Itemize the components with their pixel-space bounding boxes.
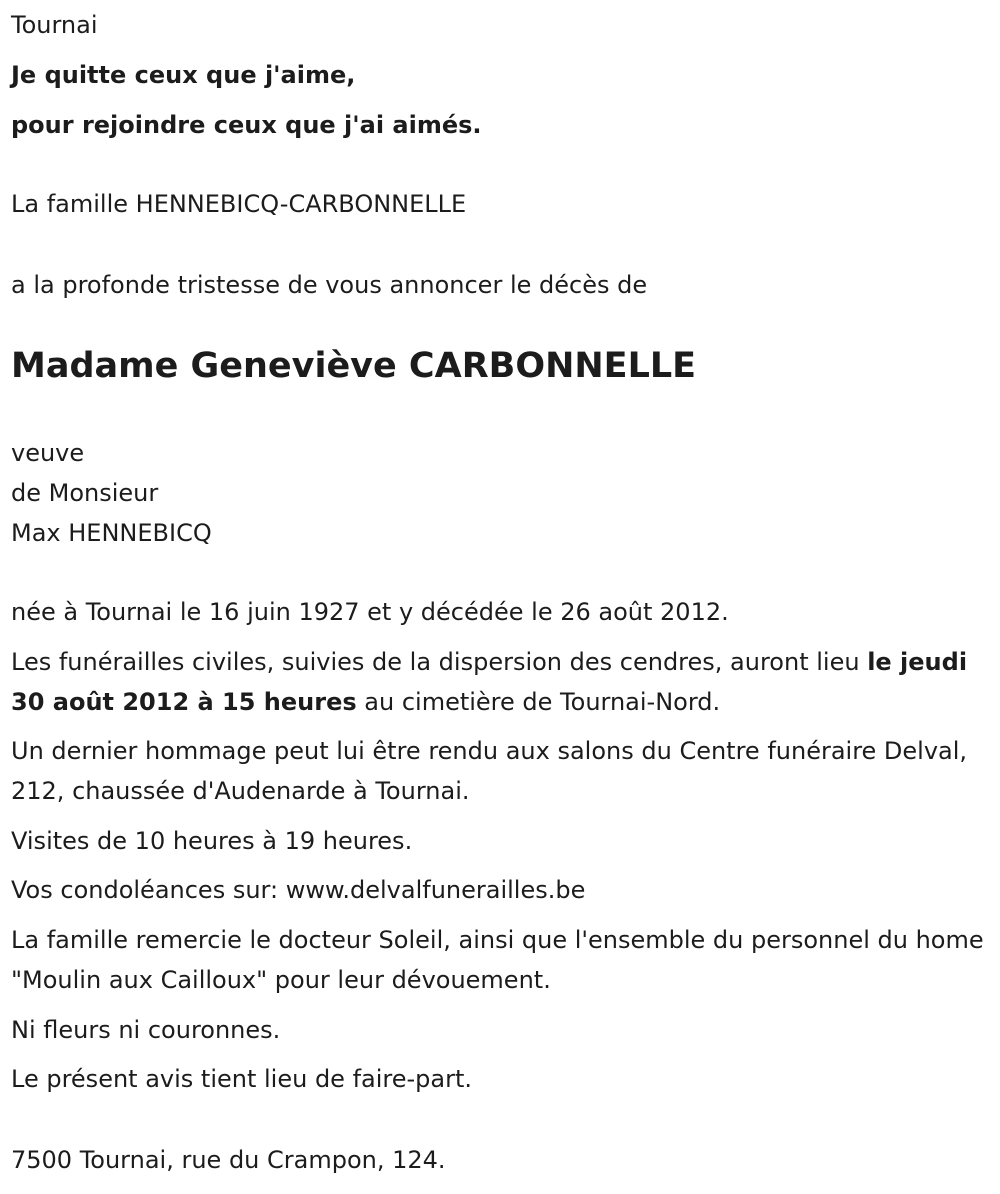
no-flowers-line: Ni fleurs ni couronnes. [11,1016,281,1044]
notice-line: Le présent avis tient lieu de faire-part. [11,1065,473,1093]
funeral-date: le jeudi 30 août 2012 à 15 heures [11,648,968,716]
city-heading: Tournai [11,11,98,39]
quote-line-1: Je quitte ceux que j'aime, [11,61,356,89]
announcement-intro: a la profonde tristesse de vous annoncer le décès de [11,271,648,299]
family-name: La famille HENNEBICQ-CARBONNELLE [11,190,467,218]
deceased-name: Madame Geneviève CARBONNELLE [11,346,697,386]
funeral-prefix: Les funérailles civiles, suivies de la dispersion des cendres, auront lieu [11,648,868,676]
visits-line: Visites de 10 heures à 19 heures. [11,827,413,855]
funeral-suffix: au cimetière de Tournai-Nord. [356,688,721,716]
quote-line-2: pour rejoindre ceux que j'ai aimés. [11,111,482,139]
funeral-paragraph [11,642,986,722]
condolences-line: Vos condoléances sur: www.delvalfunerailles.be [11,876,586,904]
widow-line-1: veuve [11,439,85,467]
thanks-paragraph: La famille remercie le docteur Soleil, ainsi que l'ensemble du personnel du home "Moulin aux Cailloux" pour leur dévouement. [11,926,984,994]
widow-line-2: de Monsieur [11,479,159,507]
tribute-paragraph: Un dernier hommage peut lui être rendu aux salons du Centre funéraire Delval, 212, chaussée d'Audenarde à Tournai. [11,737,968,805]
birth-death-line: née à Tournai le 16 juin 1927 et y décédée le 26 août 2012. [11,598,729,626]
address-line: 7500 Tournai, rue du Crampon, 124. [11,1146,446,1174]
widow-line-3: Max HENNEBICQ [11,519,212,547]
